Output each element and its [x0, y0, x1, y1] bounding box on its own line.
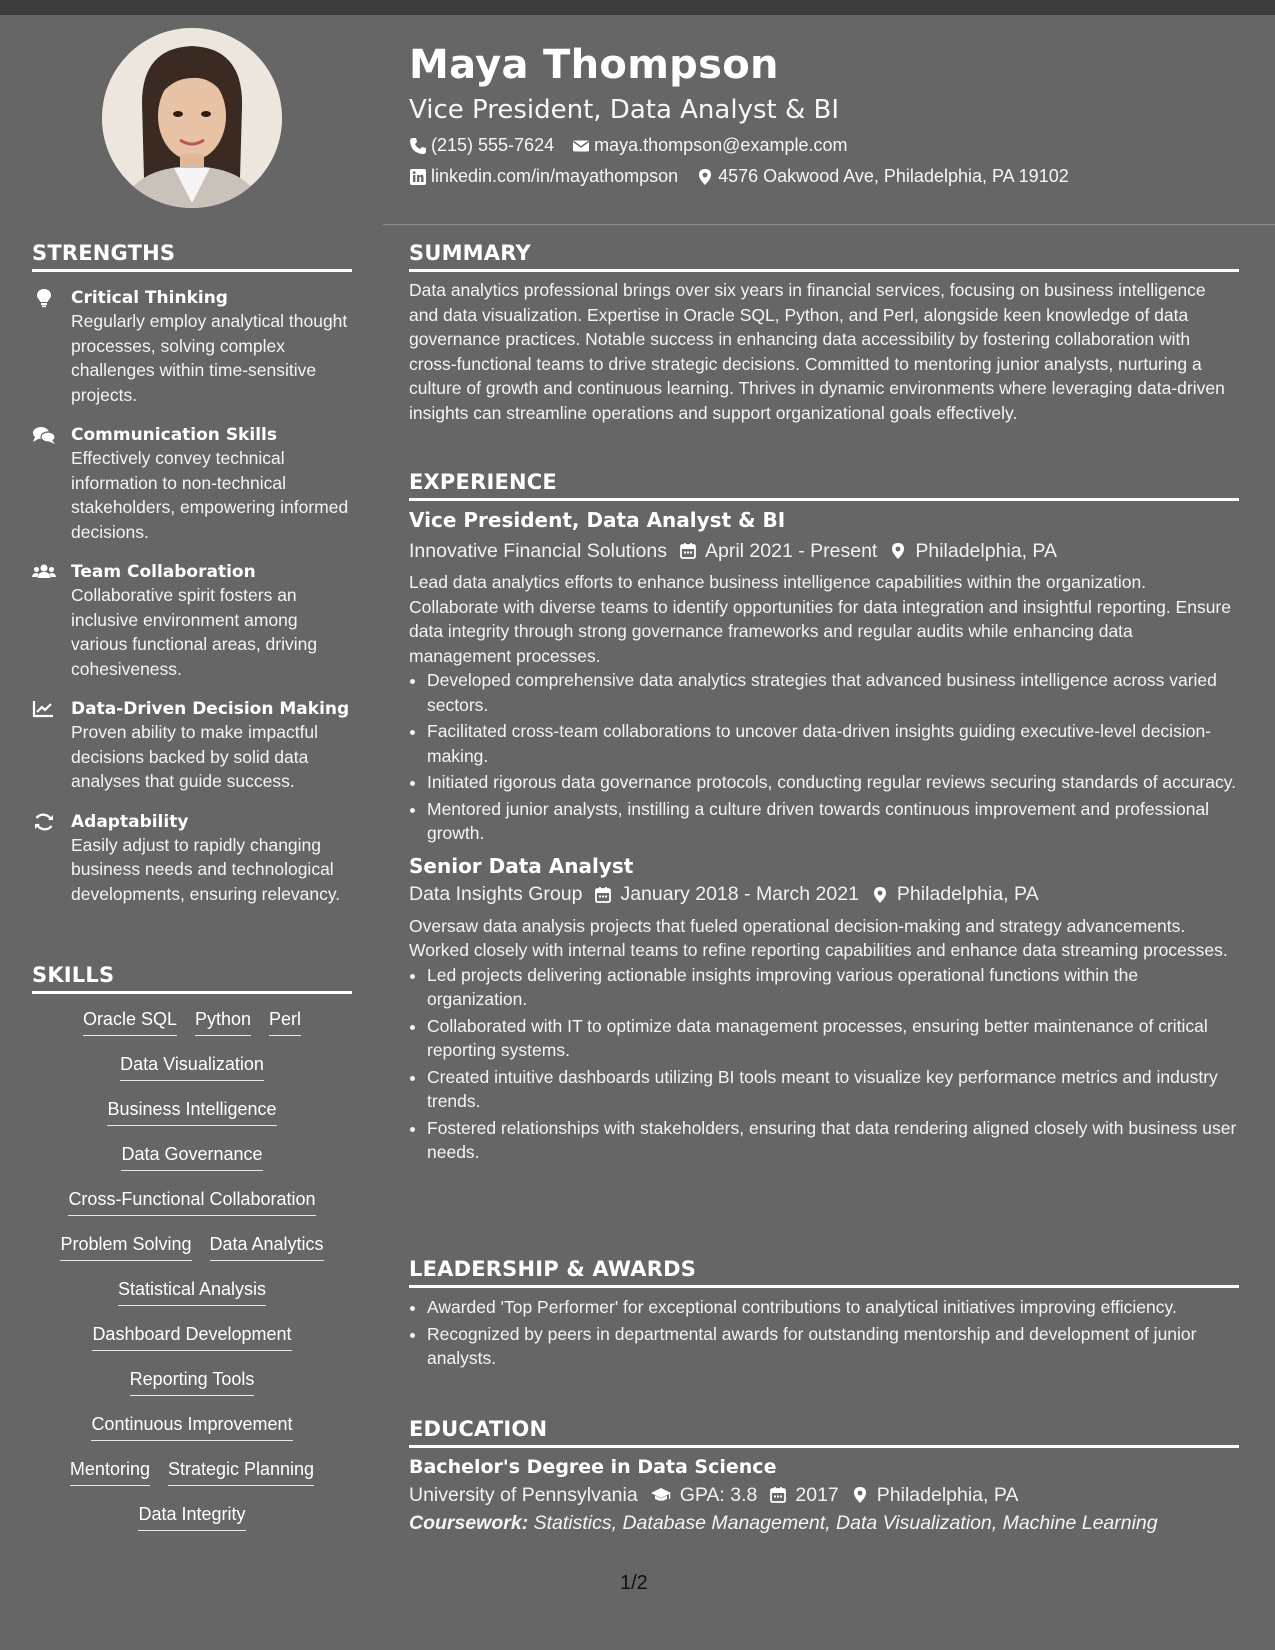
job-meta: [409, 536, 1239, 566]
summary-heading: SUMMARY: [409, 241, 1239, 272]
experience-heading: EXPERIENCE: [409, 470, 1239, 501]
awards-heading: LEADERSHIP & AWARDS: [409, 1257, 1239, 1288]
coursework-label: Coursework:: [409, 1512, 529, 1534]
skill-tag: Data Visualization: [120, 1052, 264, 1081]
education-section: [409, 1417, 1239, 1535]
strength-item: [32, 698, 352, 794]
gpa: GPA: 3.8: [679, 1483, 758, 1506]
skill-tag: Continuous Improvement: [91, 1412, 292, 1441]
skill-tag: Oracle SQL: [83, 1007, 177, 1036]
strength-item: [32, 561, 352, 681]
skill-tag: Python: [195, 1007, 251, 1036]
lightbulb-icon: [32, 288, 56, 308]
award-bullet: • Recognized by peers in departmental awards for outstanding mentorship and development of junior analysts.: [427, 1322, 1239, 1371]
experience-section: [409, 470, 1239, 1167]
map-marker-icon: [871, 886, 889, 904]
header-divider: [383, 224, 1275, 225]
contact-row-2: [409, 166, 1069, 187]
job-title: Vice President, Data Analyst & BI: [409, 508, 786, 532]
strengths-list: [32, 287, 352, 923]
summary-section: [409, 241, 1239, 425]
job-description: Oversaw data analysis projects that fueled operational decision-making and strategy advancements. Worked closely with internal teams to refine reporting capabilities and enhance data streaming processes.: [409, 915, 1228, 960]
company-name: Innovative Financial Solutions: [409, 539, 667, 562]
job-dates: January 2018 - March 2021: [620, 883, 859, 905]
job-title: Senior Data Analyst: [409, 853, 634, 878]
job-bullet: • Fostered relationships with stakeholders, ensuring that data rendering aligned closely with business user needs.: [427, 1116, 1239, 1165]
users-icon: [32, 562, 56, 582]
job-bullet: • Led projects delivering actionable insights improving various operational functions within the organization.: [427, 963, 1239, 1012]
coursework-list: Statistics, Database Management, Data Visualization, Machine Learning: [533, 1512, 1158, 1534]
address: 4576 Oakwood Ave, Philadelphia, PA 19102: [718, 166, 1069, 186]
education-location: Philadelphia, PA: [876, 1483, 1019, 1506]
skill-tag: Mentoring: [70, 1457, 150, 1486]
education-heading: EDUCATION: [409, 1417, 1239, 1448]
chart-line-icon: [32, 699, 56, 719]
strength-item: [32, 811, 352, 907]
strength-title: Critical Thinking: [71, 288, 228, 308]
degree-title: Bachelor's Degree in Data Science: [409, 1456, 777, 1478]
candidate-title: Vice President, Data Analyst & BI: [409, 95, 840, 125]
envelope-icon: [572, 137, 590, 155]
strength-desc: Collaborative spirit fosters an inclusive environment among various functional areas, driving cohesiveness.: [71, 585, 318, 679]
strengths-heading: STRENGTHS: [32, 241, 352, 272]
job-entry: [409, 508, 1239, 846]
job-bullet: • Developed comprehensive data analytics strategies that advanced business intelligence across varied sectors.: [427, 668, 1239, 717]
job-bullet: • Collaborated with IT to optimize data management processes, ensuring better maintenance of critical reporting systems.: [427, 1014, 1239, 1063]
strength-item: [32, 424, 352, 544]
skills-heading: SKILLS: [32, 963, 352, 994]
comments-icon: [32, 425, 56, 445]
job-bullets: [409, 963, 1239, 1165]
job-location: Philadelphia, PA: [896, 883, 1039, 905]
graduation-cap-icon: [650, 1486, 672, 1504]
skill-tag: Statistical Analysis: [118, 1277, 266, 1306]
strength-desc: Regularly employ analytical thought processes, solving complex challenges within time-sensitive projects.: [71, 311, 348, 405]
skill-tag: Problem Solving: [60, 1232, 191, 1261]
top-bar: [0, 0, 1275, 15]
company-name: Data Insights Group: [409, 883, 583, 905]
summary-text: Data analytics professional brings over six years in financial services, focusing on business intelligence and data visualization. Expertise in Oracle SQL, Python, and Perl, alongside keen knowledge of data governance practices. Notable success in enhancing data accessibility by fostering collaboration with cross-functional teams to drive strategic decisions. Committed to mentoring junior analysts, nurturing a culture of growth and continuous learning. Thrives in dynamic environments where leveraging data-driven insights can streamline operations and support organizational goals effectively.: [409, 280, 1225, 423]
map-marker-icon: [696, 168, 714, 186]
coursework: [409, 1512, 1239, 1535]
job-bullet: • Initiated rigorous data governance protocols, conducting regular reviews securing standards of accuracy.: [427, 770, 1239, 795]
strength-title: Data-Driven Decision Making: [71, 699, 350, 719]
calendar-icon: [679, 542, 697, 560]
job-location: Philadelphia, PA: [915, 539, 1057, 562]
job-meta: [409, 880, 1239, 910]
profile-photo: [102, 28, 282, 208]
skill-tag: Reporting Tools: [130, 1367, 255, 1396]
education-meta: [409, 1480, 1239, 1510]
skill-tag: Business Intelligence: [107, 1097, 276, 1126]
strength-desc: Proven ability to make impactful decisions backed by solid data analyses that guide success.: [71, 722, 319, 791]
skill-tag: Dashboard Development: [92, 1322, 291, 1351]
page-number: 1/2: [620, 1572, 648, 1594]
sync-icon: [32, 812, 56, 832]
calendar-icon: [594, 886, 612, 904]
skill-tag: Perl: [269, 1007, 301, 1036]
linkedin-icon: [409, 168, 427, 186]
phone-number[interactable]: (215) 555-7624: [431, 135, 555, 155]
job-bullet: • Mentored junior analysts, instilling a culture driven towards continuous improvement and professional growth.: [427, 797, 1239, 846]
strength-desc: Easily adjust to rapidly changing business needs and technological developments, ensuring relevancy.: [71, 834, 341, 904]
graduation-year: 2017: [795, 1483, 839, 1506]
job-bullet: • Created intuitive dashboards utilizing BI tools meant to visualize key performance metrics and industry trends.: [427, 1065, 1239, 1114]
skill-tag: Cross-Functional Collaboration: [68, 1187, 315, 1216]
map-marker-icon: [889, 542, 907, 560]
calendar-icon: [769, 1486, 787, 1504]
skill-tag: Data Analytics: [210, 1232, 324, 1261]
job-entry: [409, 854, 1239, 1165]
skills-list: [32, 1007, 352, 1547]
skill-tag: Data Integrity: [138, 1502, 245, 1531]
awards-bullets: [409, 1295, 1239, 1371]
job-description: Lead data analytics efforts to enhance business intelligence capabilities within the organization. Collaborate with diverse teams to identify opportunities for data integration and insightful reporting. Ensure data integrity through strong governance frameworks and regular audits while enhancing data management processes.: [409, 572, 1231, 666]
candidate-name: Maya Thompson: [409, 42, 779, 88]
skill-tag: Strategic Planning: [168, 1457, 314, 1486]
strength-desc: Effectively convey technical information to non-technical stakeholders, empowering informed decisions.: [71, 448, 349, 542]
job-bullet: • Facilitated cross-team collaborations to uncover data-driven insights guiding executive-level decision-making.: [427, 719, 1239, 768]
email-link[interactable]: maya.thompson@example.com: [594, 135, 848, 155]
strength-title: Team Collaboration: [71, 562, 256, 582]
phone-icon: [409, 137, 427, 155]
linkedin-link[interactable]: linkedin.com/in/mayathompson: [431, 166, 679, 186]
job-dates: April 2021 - Present: [705, 539, 878, 562]
awards-section: [409, 1257, 1239, 1373]
award-bullet: • Awarded 'Top Performer' for exceptional contributions to analytical initiatives improving efficiency.: [427, 1295, 1239, 1320]
school-name: University of Pennsylvania: [409, 1483, 638, 1506]
strength-title: Communication Skills: [71, 425, 277, 445]
contact-row-1: [409, 135, 847, 156]
skill-tag: Data Governance: [121, 1142, 262, 1171]
strength-item: [32, 287, 352, 407]
job-bullets: [409, 668, 1239, 846]
strength-title: Adaptability: [71, 811, 189, 832]
map-marker-icon: [851, 1486, 869, 1504]
